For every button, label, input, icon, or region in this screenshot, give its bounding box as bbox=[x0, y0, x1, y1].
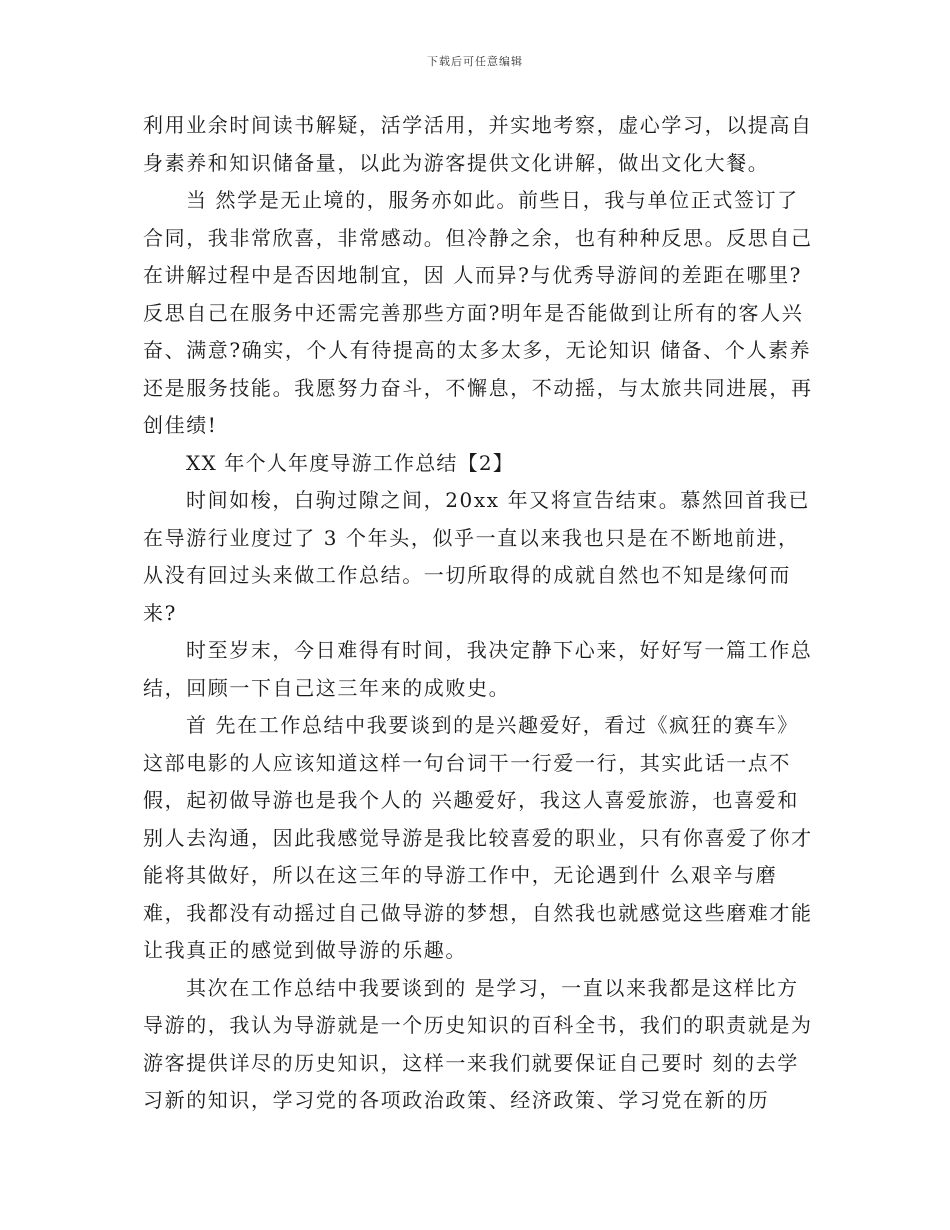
paragraph-continuation: 利用业余时间读书解疑，活学活用，并实地考察，虚心学习，以提高自身素养和知识储备量，以此为游客提供文化讲解，做出文化大餐。 bbox=[143, 113, 813, 175]
paragraph-year-end: 时至岁末，今日难得有时间，我决定静下心来，好好写一篇工作总结，回顾一下自己这三年来的成败史。 bbox=[143, 638, 813, 700]
paragraph-learning: 其次在工作总结中我要谈到的 是学习，一直以来我都是这样比方导游的，我认为导游就是一个历史知识的百科全书，我们的职责就是为游客提供详尽的历史知识，这样一来我们就要保证自己要时 刻的去学习新的知识，学习党的各项政治政策、经济政策、学习党在新的历 bbox=[143, 975, 813, 1112]
document-body bbox=[143, 107, 813, 1120]
paragraph-intro: 时间如梭，白驹过隙之间，20xx 年又将宣告结束。慕然回首我已在导游行业度过了 3 个年头，似乎一直以来我也只是在不断地前进，从没有回过头来做工作总结。一切所取得的成就自然也不知是缘何而来? bbox=[143, 488, 810, 625]
paragraph-interest: 首 先在工作总结中我要谈到的是兴趣爱好，看过《疯狂的赛车》这部电影的人应该知道这样一句台词干一行爱一行，其实此话一点不假，起初做导游也是我个人的 兴趣爱好，我这人喜爱旅游，也喜爱和别人去沟通，因此我感觉导游是我比较喜爱的职业，只有你喜爱了你才能将其做好，所以在这三年的导游工作中，无论遇到什 么艰辛与磨难，我都没有动摇过自己做导游的梦想，自然我也就感觉这些磨难才能让我真正的感觉到做导游的乐趣。 bbox=[143, 713, 813, 962]
section-heading: XX 年个人年度导游工作总结【2】 bbox=[186, 450, 514, 475]
page-header-note: 下载后可任意编辑 bbox=[427, 55, 523, 68]
paragraph-reflection: 当 然学是无止境的，服务亦如此。前些日，我与单位正式签订了合同，我非常欣喜，非常感动。但冷静之余，也有种种反思。反思自己在讲解过程中是否因地制宜，因 人而异?与优秀导游间的差距在哪里?反思自己在服务中还需完善那些方面?明年是否能做到让所有的客人兴奋、满意?确实，个人有待提高的太多太多，无论知识 储备、个人素养还是服务技能。我愿努力奋斗，不懈息，不动摇，与太旅共同进展，再创佳绩! bbox=[143, 188, 813, 437]
